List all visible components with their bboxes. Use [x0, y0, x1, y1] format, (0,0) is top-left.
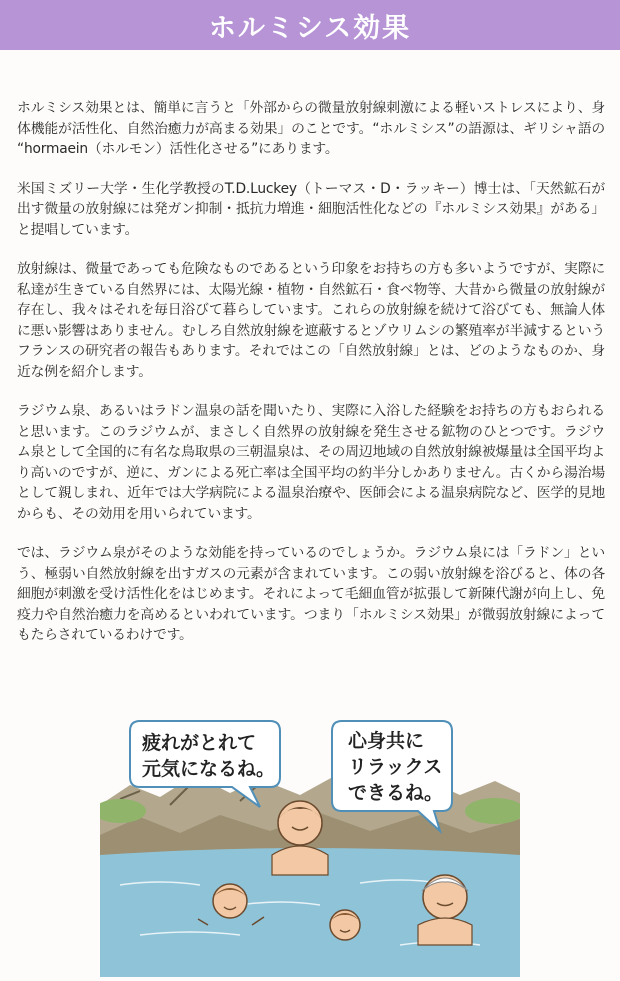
hot-spring-illustration: [100, 715, 520, 977]
page-header: [0, 0, 620, 50]
bubble-right-line2: リラックス: [348, 756, 443, 778]
bubble-left-line1: 疲れがとれて: [142, 732, 257, 754]
hot-spring-drawing: [100, 715, 520, 977]
bubble-right-line1: 心身共に: [348, 730, 425, 752]
paragraph-intro: ホルミシス効果とは、簡単に言うと「外部からの微量放射線刺激による軽いストレスにより、身体機能が活性化、自然治癒力が高まる効果」のことです。“ホルミシス”の語源は、ギリシャ語の “hormaein（ホルモン）活性化させる”にあります。: [17, 100, 605, 157]
paragraph-luckey: 米国ミズリー大学・生化学教授のT.D.Luckey（トーマス・D・ラッキー）博士は、「天然鉱石が出す微量の放射線には発ガン抑制・抵抗力増進・細胞活性化などの『ホルミシス効果』がある」と提唱しています。: [17, 180, 605, 238]
paragraph-natural-radiation: 放射線は、微量であっても危険なものであるという印象をお持ちの方も多いようですが、実際に私達が生きている自然界には、太陽光線・植物・自然鉱石・食べ物等、大昔から微量の放射線が存在し、我々はそれを毎日浴びて暮らしています。これらの放射線を続けて浴びても、無論人体に悪い影響はありません。むしろ自然放射線を遮蔽するとゾウリムシの繁殖率が半減するというフランスの研究者の報告もあります。それではこの「自然放射線」とは、どのようなものか、身近な例を紹介します。: [17, 261, 605, 380]
bubble-right-line3: できるね。: [348, 782, 444, 804]
bubble-left-line2: 元気になるね。: [142, 758, 276, 780]
article-body: [17, 98, 605, 665]
paragraph-radium-spring: ラジウム泉、あるいはラドン温泉の話を聞いたり、実際に入浴した経験をお持ちの方もおられると思います。このラジウムが、まさしく自然界の放射線を発生させる鉱物のひとつです。ラジウム泉として全国的に有名な鳥取県の三朝温泉は、その周辺地域の自然放射線被爆量は全国平均より高いのですが、逆に、ガンによる死亡率は全国平均の約半分しかありません。古くから湯治場として親しまれ、近年では大学病院による温泉治療や、医師会による温泉病院など、医学的見地からも、その効用を用いられています。: [17, 403, 605, 522]
paragraph-radon: では、ラジウム泉がそのような効能を持っているのでしょうか。ラジウム泉には「ラドン」という、極弱い自然放射線を出すガスの元素が含まれています。この弱い放射線を浴びると、体の各細胞が刺激を受け活性化をはじめます。それによって毛細血管が拡張して新陳代謝が向上し、免疫力や自然治癒力を高めるといわれています。つまり「ホルミシス効果」が微弱放射線によってもたらされているわけです。: [17, 545, 605, 643]
page-title: ホルミシス効果: [208, 12, 412, 44]
woman-body: [418, 918, 472, 945]
man-body: [272, 846, 328, 875]
